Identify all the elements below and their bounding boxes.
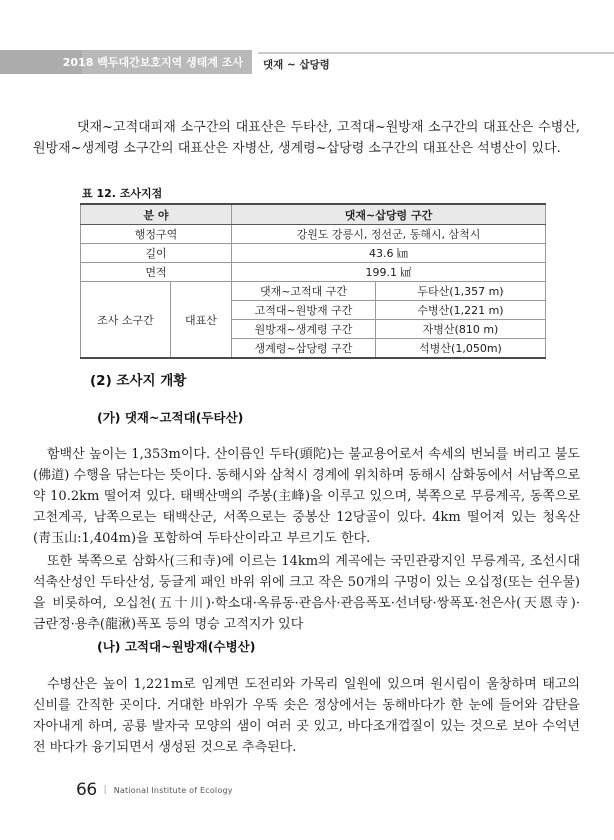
subsection-mountain-0: 두타산(1,357 m) xyxy=(376,282,546,301)
page-number: 66 xyxy=(76,780,97,800)
report-title: 2018 백두대간보호지역 생태계 조사 xyxy=(62,56,243,69)
survey-points-table xyxy=(80,203,546,359)
row-label-admin: 행정구역 xyxy=(81,225,232,244)
row-value-admin: 강원도 강릉시, 정선군, 동해시, 삼척시 xyxy=(232,225,546,244)
row-value-area: 199.1 ㎢ xyxy=(232,263,546,282)
table-row xyxy=(81,282,546,301)
table-header-row xyxy=(81,204,546,225)
subsection-col-label: 대표산 xyxy=(171,282,232,359)
subsection-heading-b: (나) 고적대~원방재(수병산) xyxy=(97,639,256,654)
report-title-bar xyxy=(0,50,252,74)
footer-separator: | xyxy=(103,785,107,795)
table-row xyxy=(81,225,546,244)
row-label-area: 면적 xyxy=(81,263,232,282)
subsection-name-0: 댓재~고적대 구간 xyxy=(232,282,376,301)
subsection-mountain-1: 수병산(1,221 m) xyxy=(376,301,546,320)
subsection-name-1: 고적대~원방재 구간 xyxy=(232,301,376,320)
table-caption: 표 12. 조사지점 xyxy=(82,187,163,200)
page-footer xyxy=(76,780,233,800)
table-row xyxy=(81,244,546,263)
subsection-name-2: 원방재~생계령 구간 xyxy=(232,320,376,339)
footer-institute: National Institute of Ecology xyxy=(113,785,233,795)
row-value-length: 43.6 ㎞ xyxy=(232,244,546,263)
table-header-field: 분 야 xyxy=(81,204,232,225)
subsection-b-paragraph-1: 수병산은 높이 1,221m로 임계면 도전리와 가목리 일원에 있으며 원시림이 울창하며 태고의 신비를 간직한 곳이다. 거대한 바위가 우뚝 솟은 정상에서는 동해바다가 한 눈에 들어와 감탄을 자아내게 하며, 공룡 발자국 모양의 샘이 여러 곳 있고, 바다조개껍질이 있는 것으로 보아 수억년 전 바다가 융기되면서 생성된 것으로 추측된다. xyxy=(33,677,580,755)
intro-paragraph: 댓재~고적대피재 소구간의 대표산은 두타산, 고적대~원방재 소구간의 대표산은 수병산, 원방재~생계령 소구간의 대표산은 자병산, 생계령~삽당령 소구간의 대표산은 석병산이 있다. xyxy=(33,120,580,156)
row-label-length: 길이 xyxy=(81,244,232,263)
section-heading-overview: (2) 조사지 개황 xyxy=(90,373,187,389)
subsection-name-3: 생계령~삽당령 구간 xyxy=(232,339,376,359)
subsection-mountain-2: 자병산(810 m) xyxy=(376,320,546,339)
table-header-section: 댓재~삽당령 구간 xyxy=(232,204,546,225)
header-rule xyxy=(258,52,614,54)
subsection-row-label: 조사 소구간 xyxy=(81,282,171,359)
subsection-heading-a: (가) 댓재~고적대(두타산) xyxy=(97,410,244,425)
table-row xyxy=(81,263,546,282)
subsection-a-paragraph-2: 또한 북쪽으로 삼화사(三和寺)에 이르는 14km의 계곡에는 국민관광지인 무릉계곡, 조선시대 석축산성인 두타산성, 둥글게 패인 바위 위에 크고 작은 50개의 구멍이 있는 오십정(또는 쉰우물)을 비롯하여, 오십천(五十川)·학소대·옥류동·관음사·관음폭포·선녀탕·쌍폭포·천은사(天恩寺)·금란정·용추(龍湫)폭포 등의 명승 고적지가 있다 xyxy=(33,554,580,632)
header-section-title: 댓재 ~ 삽당령 xyxy=(263,59,330,71)
subsection-mountain-3: 석병산(1,050m) xyxy=(376,339,546,359)
subsection-a-paragraph-1: 함백산 높이는 1,353m이다. 산이름인 두타(頭陀)는 불교용어로서 속세의 번뇌를 버리고 불도(佛道) 수행을 닦는다는 뜻이다. 동해시와 삼척시 경계에 위치하며 동해시 삼화동에서 서남쪽으로 약 10.2km 떨어져 있다. 태백산맥의 주봉(主峰)을 이루고 있으며, 북쪽으로 무릉계곡, 동쪽으로 고천계곡, 남쪽으로는 태백산군, 서쪽으로는 중봉산 12당골이 있다. 4km 떨어져 있는 청옥산(靑玉山:1,404m)을 포함하여 두타산이라고 부르기도 한다. xyxy=(33,447,580,546)
report-title-bar-inner xyxy=(62,50,252,74)
